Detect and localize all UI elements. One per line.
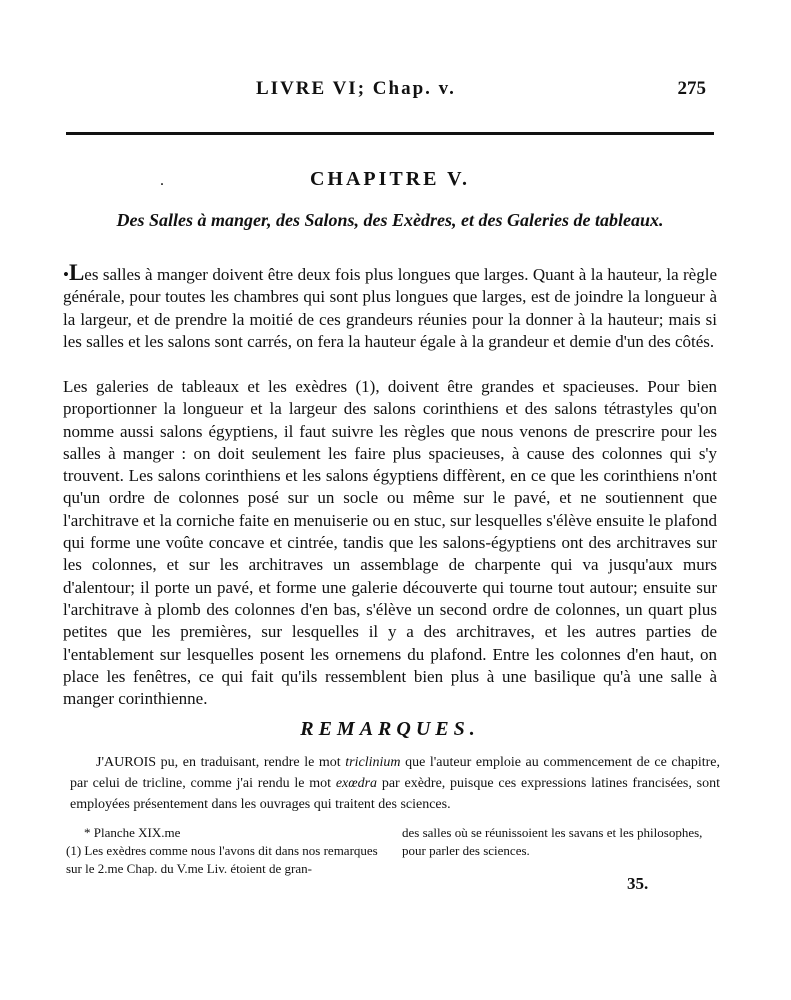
- remarks-term-triclinium: triclinium: [345, 755, 401, 770]
- remarks-term-exoedra: exœdra: [335, 776, 378, 791]
- page-number: 275: [677, 78, 706, 99]
- header-rule: [66, 132, 714, 135]
- paragraph-2: Les galeries de tableaux et les exèdres (1), doivent être grandes et spacieuses. Pour bien proportionner la longueur et la largeur des salons corinthiens et des salons tétrastyles qu'on nomme aussi salons égyptiens, il faut suivre les règles que nous venons de prescrire pour les salles à manger : on doit seulement les faire plus spacieuses, à cause des colonnes qui s'y trouvent. Les salons corinthiens et les salons égyptiens diffèrent, en ce que les corinthiens n'ont qu'un ordre de colonnes posé sur un socle ou même sur le pavé, et ne soutiennent que l'architrave et la corniche faite en menuiserie ou en stuc, sur lesquelles s'élève ensuite le plafond qui forme une voûte concave et cintrée, tandis que les salons-égyptiens ont des architraves sur les colonnes, et sur les architraves un assemblage de charpente qui va jusqu'aux murs d'alentour; il porte un pavé, et forme une galerie découverte qui tourne tout autour; ensuite sur l'architrave à plomb des colonnes d'en bas, s'élève un second ordre de colonnes, un quart plus petites que les premières, sur lesquelles il y a des architraves, et les autres parties de l'entablement sur lesquelles posent les ornemens du plafond. Entre les colonnes d'en haut, on place les fenêtres, ce qui fait qu'ils ressemblent bien plus à une basilique qu'à une salle à manger corinthienne.: [63, 377, 717, 709]
- paragraph-1-text: es salles à manger doivent être deux fois plus longues que larges. Quant à la hauteur, la règle générale, pour toutes les chambres qui sont plus longues que larges, est de joindre la longueur à la largeur, et de prendre la moitié de ces grandeurs réunies pour la donner à la hauteur; mais si les salles et les salons sont carrés, on fera la hauteur égale à la grandeur et demie d'un des côtés.: [63, 265, 717, 351]
- footnote-plate: * Planche XIX.me: [84, 825, 181, 840]
- remarks-tail: par exèdre, puisque ces expressions latines francisées, sont employées présentement dans les ouvrages qui traitent des sciences.: [70, 776, 720, 812]
- page-header: [66, 78, 714, 108]
- footnote-1: (1) Les exèdres comme nous l'avons dit dans nos remarques sur le 2.me Chap. du V.me Liv. étoient de gran-: [66, 843, 378, 876]
- chapter-subtitle: Des Salles à manger, des Salons, des Exèdres, et des Galeries de tableaux.: [116, 210, 664, 230]
- footnotes-right: [402, 824, 722, 860]
- signature-mark: 35.: [627, 874, 649, 893]
- running-head: LIVRE VI; Chap. v.: [256, 78, 456, 99]
- printer-mark: .: [160, 172, 164, 189]
- remarks-mid: que l'auteur emploie au commencement de ce chapitre, par celui de tricline, comme j'ai rendu le mot: [70, 755, 720, 791]
- remarks-text: [70, 752, 720, 815]
- remarks-lead: J'AUROIS pu, en traduisant, rendre le mot: [96, 755, 346, 770]
- footnotes-left: [66, 824, 386, 878]
- remarks-title: REMARQUES.: [300, 718, 480, 740]
- plate-marker: •: [63, 265, 69, 284]
- footnote-1-continued: des salles où se réunissoient les savans et les philosophes, pour parler des sciences.: [402, 825, 703, 858]
- drop-cap: L: [68, 260, 85, 285]
- paragraph-1: [63, 262, 717, 353]
- chapter-title: CHAPITRE V.: [309, 168, 471, 190]
